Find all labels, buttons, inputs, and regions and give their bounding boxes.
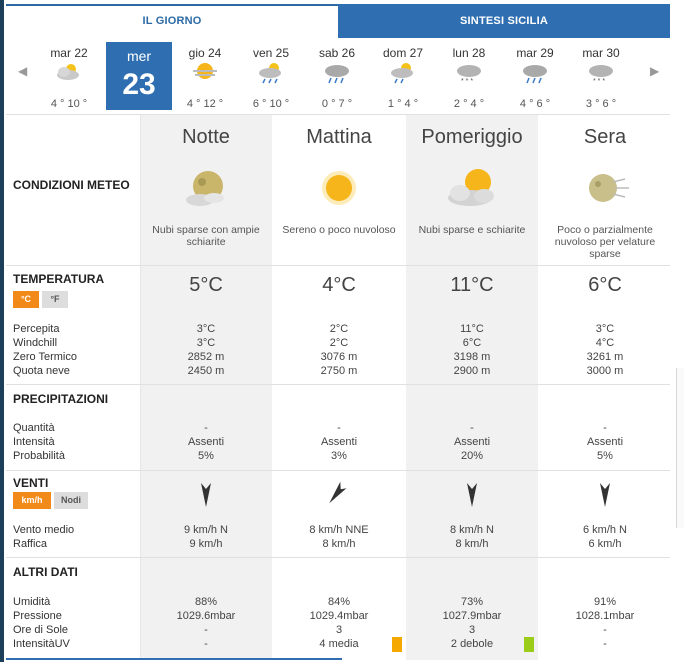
- tab-il-giorno[interactable]: IL GIORNO: [6, 4, 338, 38]
- uv-color-badge: [392, 637, 402, 652]
- probabilita-value: 5%: [597, 450, 613, 462]
- label-pressione: Pressione: [13, 610, 62, 622]
- zero-termico-value: 3076 m: [320, 351, 358, 363]
- day-temps: 4 ° 10 °: [50, 98, 88, 110]
- cloud-snow-icon: [453, 60, 485, 84]
- temperature-value: 4°C: [322, 274, 356, 296]
- temperature-value: 6°C: [588, 274, 622, 296]
- label-raffica: Raffica: [13, 538, 48, 550]
- ore-sole-value: 3: [468, 624, 476, 636]
- condition-text: Nubi sparse con ampie schiarite: [152, 224, 260, 248]
- condition-text: Sereno o poco nuvoloso: [282, 224, 396, 236]
- wind-direction-icon: [539, 479, 671, 509]
- label-intensita: Intensità: [13, 436, 55, 448]
- pressione-value: 1027.9mbar: [442, 610, 502, 622]
- period-name: Mattina: [306, 126, 372, 148]
- percepita-value: 2°C: [329, 323, 349, 335]
- vento-medio-value: 8 km/h NNE: [309, 524, 369, 536]
- raffica-value: 9 km/h: [189, 538, 223, 550]
- svg-text:* * *: * * *: [461, 78, 474, 84]
- label-windchill: Windchill: [13, 337, 58, 349]
- day-temps: 3 ° 6 °: [585, 98, 617, 110]
- day-temps: 0 ° 7 °: [321, 98, 353, 110]
- day-number: 23: [122, 68, 156, 101]
- cloud-rain-icon: [321, 60, 353, 84]
- sun-cloud-icon: [406, 166, 538, 210]
- intensita-value: Assenti: [187, 436, 225, 448]
- zero-termico-value: 2852 m: [187, 351, 225, 363]
- forecast-widget: [6, 4, 670, 660]
- label-probabilita: Probabilità: [13, 450, 65, 462]
- day-item[interactable]: [502, 38, 568, 114]
- umidita-value: 91%: [593, 596, 617, 608]
- pressione-value: 1029.6mbar: [176, 610, 236, 622]
- sun-fog-icon: [189, 60, 221, 84]
- intensita-value: Assenti: [320, 436, 358, 448]
- pressione-value: 1029.4mbar: [309, 610, 369, 622]
- day-item[interactable]: [568, 38, 634, 114]
- tab-bar: [6, 4, 670, 38]
- label-vento-medio: Vento medio: [13, 524, 75, 536]
- day-item[interactable]: [36, 38, 102, 114]
- page-edge: [0, 0, 4, 662]
- period-name: Sera: [583, 126, 627, 148]
- side-scroll-edge: [676, 368, 684, 528]
- quota-neve-value: 3000 m: [586, 365, 624, 377]
- zero-termico-value: 3261 m: [586, 351, 624, 363]
- moon-fog-icon: [539, 166, 671, 210]
- bottom-accent-bar: [6, 658, 342, 660]
- period-name: Pomeriggio: [421, 126, 523, 148]
- uv-value: -: [603, 638, 607, 650]
- label-quantita: Quantità: [13, 422, 55, 434]
- probabilita-value: 20%: [460, 450, 484, 462]
- day-selector: [6, 38, 670, 115]
- temperature-value: 5°C: [189, 274, 223, 296]
- zero-termico-value: 3198 m: [453, 351, 491, 363]
- day-name: mar 22: [50, 46, 88, 60]
- windchill-value: 3°C: [196, 337, 216, 349]
- day-temps: 1 ° 4 °: [387, 98, 419, 110]
- next-day-arrow-icon[interactable]: ▶: [650, 64, 660, 78]
- cloud-rain-icon: [519, 60, 551, 84]
- sun-rain-icon: [255, 60, 287, 84]
- period-name: Notte: [182, 126, 230, 148]
- section-altri-dati: ALTRI DATI: [13, 565, 78, 579]
- label-quota-neve: Quota neve: [13, 365, 70, 377]
- quantita-value: -: [470, 422, 474, 434]
- nodi-toggle[interactable]: Nodi: [54, 492, 88, 509]
- probabilita-value: 3%: [331, 450, 347, 462]
- percepita-value: 11°C: [460, 323, 484, 335]
- quantita-value: -: [204, 422, 208, 434]
- sun-rain-icon: [387, 60, 419, 84]
- cloud-snow-icon: [585, 60, 617, 84]
- raffica-value: 8 km/h: [322, 538, 356, 550]
- day-temps: 4 ° 6 °: [519, 98, 551, 110]
- moon-cloud-icon: [140, 166, 272, 210]
- forecast-table: [6, 114, 670, 660]
- label-zero-termico: Zero Termico: [13, 351, 77, 363]
- percepita-value: 3°C: [595, 323, 615, 335]
- quota-neve-value: 2450 m: [187, 365, 225, 377]
- umidita-value: 84%: [327, 596, 351, 608]
- day-item[interactable]: [436, 38, 502, 114]
- day-name: mer: [126, 48, 152, 64]
- quantita-value: -: [603, 422, 607, 434]
- day-name: dom 27: [382, 46, 424, 60]
- day-name: ven 25: [252, 46, 290, 60]
- day-name: lun 28: [452, 46, 486, 60]
- celsius-toggle[interactable]: °C: [13, 291, 39, 308]
- prev-day-arrow-icon[interactable]: ◀: [18, 64, 28, 78]
- percepita-value: 3°C: [196, 323, 216, 335]
- day-item[interactable]: [304, 38, 370, 114]
- umidita-value: 73%: [460, 596, 484, 608]
- day-name: gio 24: [188, 46, 222, 60]
- condition-text: Poco o parzialmente nuvoloso per velature sparse: [554, 224, 656, 260]
- cloudy-sun-icon: [53, 60, 85, 84]
- intensita-value: Assenti: [586, 436, 624, 448]
- kmh-toggle[interactable]: km/h: [13, 492, 51, 509]
- wind-direction-icon: [140, 479, 272, 509]
- label-intensita-uv: IntensitàUV: [13, 638, 70, 650]
- vento-medio-value: 6 km/h N: [582, 524, 627, 536]
- pressione-value: 1028.1mbar: [575, 610, 635, 622]
- section-venti: VENTI: [13, 476, 49, 490]
- day-name: mar 29: [516, 46, 554, 60]
- day-item[interactable]: [238, 38, 304, 114]
- ore-sole-value: -: [603, 624, 607, 636]
- day-temps: 6 ° 10 °: [252, 98, 290, 110]
- temperature-value: 11°C: [450, 274, 494, 296]
- label-ore-sole: Ore di Sole: [13, 624, 69, 636]
- raffica-value: 8 km/h: [455, 538, 489, 550]
- quantita-value: -: [337, 422, 341, 434]
- quota-neve-value: 2900 m: [453, 365, 491, 377]
- uv-color-badge: [524, 637, 534, 652]
- fahrenheit-toggle[interactable]: °F: [42, 291, 68, 308]
- uv-value: 4 media: [319, 638, 359, 650]
- intensita-value: Assenti: [453, 436, 491, 448]
- section-temperatura: TEMPERATURA: [13, 272, 105, 286]
- day-name: sab 26: [318, 46, 356, 60]
- section-precipitazioni: PRECIPITAZIONI: [13, 392, 109, 406]
- ore-sole-value: -: [204, 624, 208, 636]
- uv-value: -: [204, 638, 208, 650]
- svg-text:* * *: * * *: [593, 78, 606, 84]
- day-temps: 2 ° 4 °: [453, 98, 485, 110]
- day-item[interactable]: [370, 38, 436, 114]
- vento-medio-value: 8 km/h N: [449, 524, 494, 536]
- windchill-value: 6°C: [462, 337, 482, 349]
- umidita-value: 88%: [194, 596, 218, 608]
- uv-value: 2 debole: [450, 638, 494, 650]
- wind-direction-icon: [406, 479, 538, 509]
- condition-text: Nubi sparse e schiarite: [418, 224, 526, 236]
- day-temps: 4 ° 12 °: [186, 98, 224, 110]
- vento-medio-value: 9 km/h N: [183, 524, 228, 536]
- quota-neve-value: 2750 m: [320, 365, 358, 377]
- probabilita-value: 5%: [198, 450, 214, 462]
- day-name: mar 30: [582, 46, 620, 60]
- day-item[interactable]: [172, 38, 238, 114]
- label-percepita: Percepita: [13, 323, 60, 335]
- wind-direction-icon: [273, 479, 405, 509]
- tab-sintesi-sicilia[interactable]: SINTESI SICILIA: [338, 4, 670, 38]
- windchill-value: 4°C: [595, 337, 615, 349]
- windchill-value: 2°C: [329, 337, 349, 349]
- raffica-value: 6 km/h: [588, 538, 622, 550]
- label-umidita: Umidità: [13, 596, 51, 608]
- ore-sole-value: 3: [335, 624, 343, 636]
- day-item-selected[interactable]: [106, 42, 172, 110]
- section-condizioni-meteo: CONDIZIONI METEO: [13, 178, 130, 192]
- sun-icon: [273, 166, 405, 210]
